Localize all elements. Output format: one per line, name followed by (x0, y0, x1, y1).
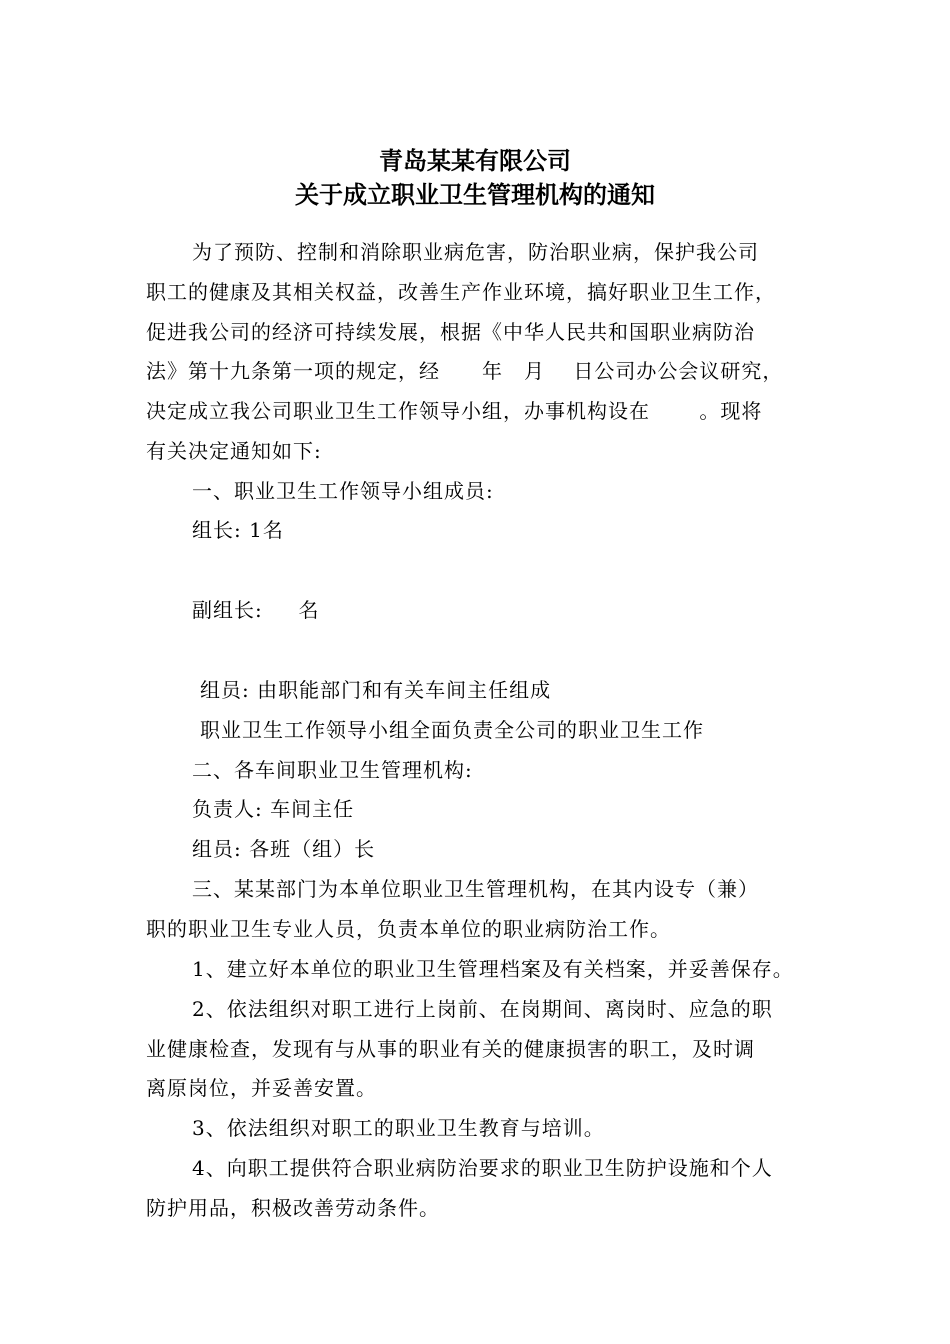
list-item: 组员: 各班（组）长 (192, 837, 376, 861)
paragraph-line: 防护用品，积极改善劳动条件。 (146, 1196, 440, 1220)
paragraph-line: 有关决定通知如下: (146, 439, 322, 463)
list-item: 4、向职工提供符合职业病防治要求的职业卫生防护设施和个人 (192, 1156, 773, 1180)
list-item: 负责人: 车间主任 (192, 797, 355, 821)
paragraph-line: 促进我公司的经济可持续发展，根据《中华人民共和国职业病防治 (146, 320, 755, 344)
paragraph-line: 职业卫生工作领导小组全面负责全公司的职业卫生工作 (200, 718, 704, 742)
list-item: 2、依法组织对职工进行上岗前、在岗期间、离岗时、应急的职 (192, 997, 773, 1021)
list-item: 1、建立好本单位的职业卫生管理档案及有关档案，并妥善保存。 (192, 957, 794, 981)
paragraph-line: 法》第十九条第一项的规定，经 年 月 日公司办公会议研究， (146, 359, 784, 383)
list-item: 3、依法组织对职工的职业卫生教育与培训。 (192, 1116, 605, 1140)
paragraph-line: 业健康检查，发现有与从事的职业有关的健康损害的职工，及时调 (146, 1037, 755, 1061)
paragraph-line: 离原岗位，并妥善安置。 (146, 1076, 377, 1100)
list-item: 组员: 由职能部门和有关车间主任组成 (200, 678, 552, 702)
list-item: 组长: 1名 (192, 518, 284, 542)
company-name-title: 青岛某某有限公司 (379, 147, 571, 175)
section-heading: 二、各车间职业卫生管理机构: (192, 758, 473, 782)
section-heading: 三、某某部门为本单位职业卫生管理机构，在其内设专（兼） (192, 877, 759, 901)
paragraph-line: 为了预防、控制和消除职业病危害，防治职业病，保护我公司 (192, 240, 759, 264)
section-heading: 一、职业卫生工作领导小组成员: (192, 479, 494, 503)
paragraph-line: 职的职业卫生专业人员，负责本单位的职业病防治工作。 (146, 917, 671, 941)
list-item: 副组长: 名 (192, 598, 320, 622)
paragraph-line: 职工的健康及其相关权益，改善生产作业环境，搞好职业卫生工作， (146, 280, 776, 304)
paragraph-line: 决定成立我公司职业卫生工作领导小组，办事机构设在 。现将 (146, 399, 763, 423)
notice-title: 关于成立职业卫生管理机构的通知 (295, 181, 655, 209)
